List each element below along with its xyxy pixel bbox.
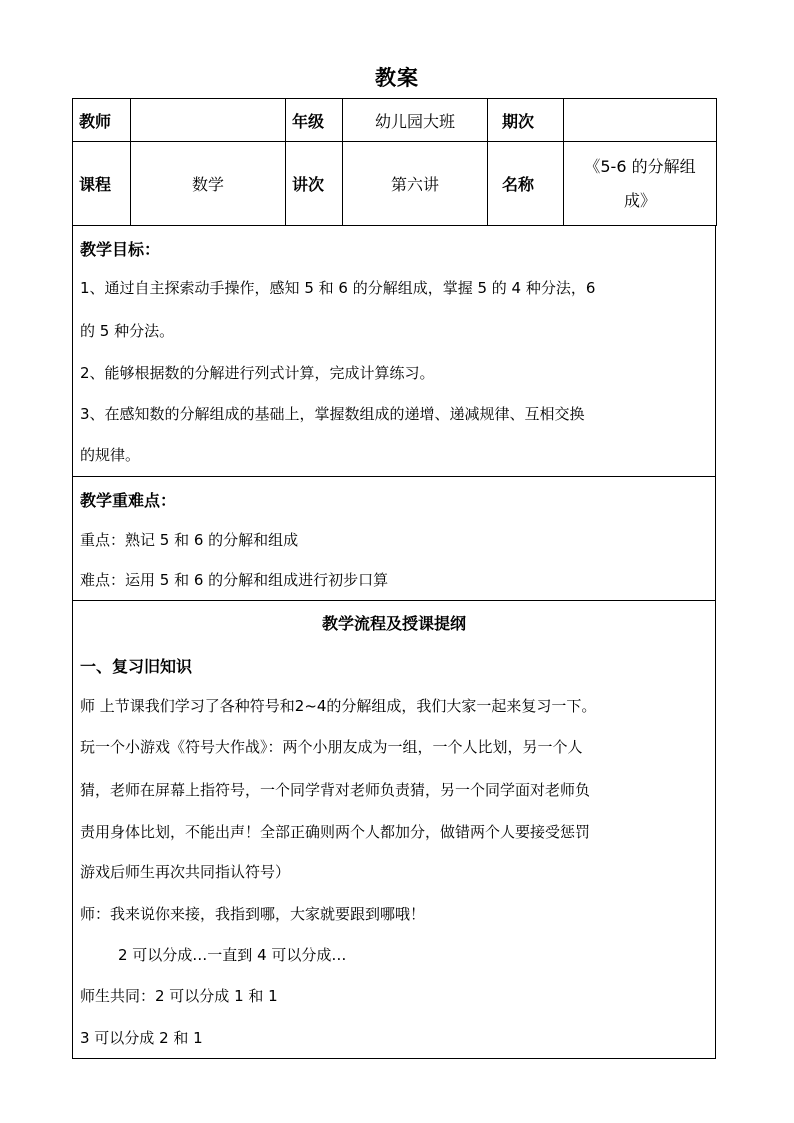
name-value-line2: 成》 <box>623 190 656 210</box>
name-value-line1: 《5-6 的分解组 <box>584 156 696 176</box>
course-value: 数学 <box>131 142 286 226</box>
flow-paragraph-2: 玩一个小游戏《符号大作战》：两个小朋友成为一组，一个人比划，另一个人 <box>80 738 583 756</box>
goals-line-4: 3、在感知数的分解组成的基础上，掌握数组成的递增、递减规律、互相交换 <box>80 405 585 423</box>
flow-paragraph-9: 3 可以分成 2 和 1 <box>80 1029 203 1047</box>
teacher-label: 教师 <box>73 99 131 142</box>
page-title: 教案 <box>375 66 419 90</box>
lecture-value: 第六讲 <box>343 142 488 226</box>
period-value <box>564 99 717 142</box>
difficulty-section <box>72 477 716 601</box>
goals-line-5: 的规律。 <box>80 446 141 464</box>
name-label: 名称 <box>488 142 564 226</box>
flow-heading: 教学流程及授课提纲 <box>321 614 466 633</box>
info-table <box>72 98 717 226</box>
course-label: 课程 <box>73 142 131 226</box>
difficulty-key: 重点：熟记 5 和 6 的分解和组成 <box>80 531 299 549</box>
flow-paragraph-8: 师生共同：2 可以分成 1 和 1 <box>80 987 278 1005</box>
info-row-2 <box>73 142 717 226</box>
period-label: 期次 <box>488 99 564 142</box>
info-row-1 <box>73 99 717 142</box>
difficulty-heading: 教学重难点： <box>80 491 177 510</box>
flow-paragraph-3: 猜，老师在屏幕上指符号，一个同学背对老师负责猜，另一个同学面对老师负 <box>80 781 591 799</box>
name-value <box>564 142 717 226</box>
goals-line-3: 2、能够根据数的分解进行列式计算，完成计算练习。 <box>80 364 435 382</box>
flow-paragraph-6: 师：我来说你来接，我指到哪，大家就要跟到哪哦！ <box>80 905 426 923</box>
flow-section <box>72 601 716 1059</box>
lecture-label: 讲次 <box>286 142 343 226</box>
goals-line-2: 的 5 种分法。 <box>80 322 175 340</box>
goals-section <box>72 225 716 477</box>
flow-paragraph-5: 游戏后师生再次共同指认符号） <box>80 863 291 881</box>
grade-value: 幼儿园大班 <box>343 99 488 142</box>
flow-paragraph-7: 2 可以分成…一直到 4 可以分成… <box>118 946 347 964</box>
flow-section-1: 一、复习旧知识 <box>80 657 193 676</box>
flow-paragraph-4: 责用身体比划，不能出声！全部正确则两个人都加分，做错两个人要接受惩罚 <box>80 823 591 841</box>
difficulty-hard: 难点：运用 5 和 6 的分解和组成进行初步口算 <box>80 571 389 589</box>
goals-heading: 教学目标： <box>80 240 161 259</box>
goals-line-1: 1、通过自主探索动手操作，感知 5 和 6 的分解组成，掌握 5 的 4 种分法，6 <box>80 279 596 297</box>
teacher-value <box>131 99 286 142</box>
flow-paragraph-1: 师 上节课我们学习了各种符号和2~4的分解组成，我们大家一起来复习一下。 <box>80 697 597 715</box>
grade-label: 年级 <box>286 99 343 142</box>
